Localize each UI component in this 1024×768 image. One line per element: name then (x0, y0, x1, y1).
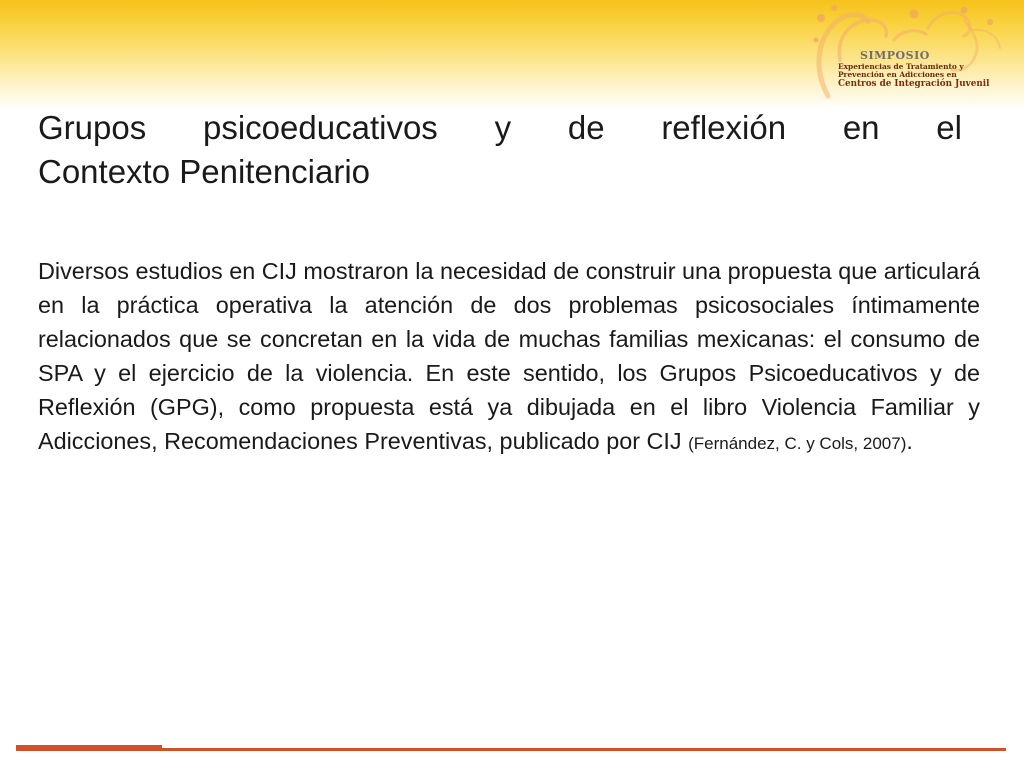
slide-body-paragraph (38, 254, 980, 461)
logo-subtitle-line-1: Experiencias de Tratamiento y (838, 61, 964, 71)
body-citation: (Fernández, C. y Cols, 2007) (688, 434, 907, 453)
body-text-end: . (906, 428, 913, 454)
logo-title: SIMPOSIO (860, 49, 930, 62)
slide-title-line-2: Contexto Penitenciario (38, 153, 371, 190)
footer-accent-bar (16, 745, 162, 751)
footer-rule (160, 748, 1006, 751)
body-text: Diversos estudios en CIJ mostraron la necesidad de construir una propuesta que articulará en la práctica operativa la atención de dos problemas psicosociales íntimamente relacionados que se concretan en la vida de muchas familias mexicanas: el consumo de SPA y el ejercicio de la violencia. En este sentido, los Grupos Psicoeducativos y de Reflexión (GPG), como propuesta está ya dibujada en el libro Violencia Familiar y Adicciones, Recomendaciones Preventivas, publicado por CIJ (38, 258, 980, 454)
slide-title-line-1: Grupos psicoeducativos y de reflexión en el (38, 109, 962, 146)
logo-subtitle-line-2: Prevención en Adicciones en (838, 70, 957, 80)
simposio-logo-text (838, 50, 1018, 89)
slide-title (38, 106, 962, 194)
logo-subtitle-line-3: Centros de Integración Juvenil (838, 79, 990, 90)
